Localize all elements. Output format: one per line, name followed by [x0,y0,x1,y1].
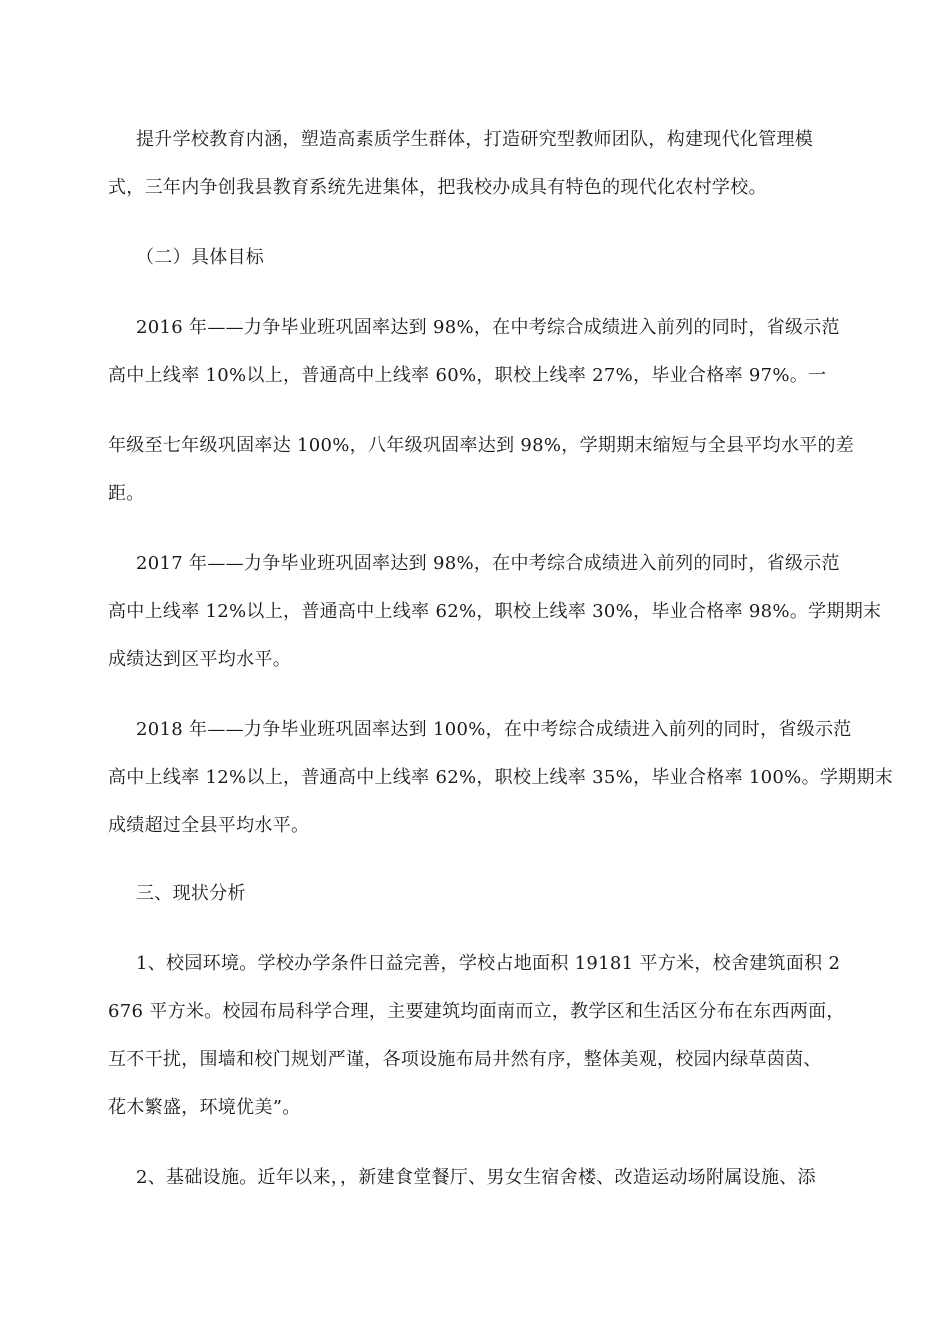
paragraph-line: 距。 [108,483,145,504]
paragraph-line: 676 平方米。校园布局科学合理，主要建筑均面南而立，教学区和生活区分布在东西两面， [108,1001,845,1022]
paragraph-line: 年级至七年级巩固率达 100%，八年级巩固率达到 98%，学期期末缩短与全县平均水平的差 [108,435,855,456]
section-heading: （二）具体目标 [136,247,265,268]
paragraph-line: 2017 年——力争毕业班巩固率达到 98%，在中考综合成绩进入前列的同时，省级示范 [136,553,840,574]
paragraph-line: 互不干扰，围墙和校门规划严谨，各项设施布局井然有序，整体美观，校园内绿草茵茵、 [108,1049,822,1070]
paragraph-line: 高中上线率 12%以上，普通高中上线率 62%，职校上线率 30%，毕业合格率 98%。学期期末 [108,601,882,622]
paragraph-line: 2018 年——力争毕业班巩固率达到 100%，在中考综合成绩进入前列的同时，省级示范 [136,719,852,740]
paragraph-line: 成绩超过全县平均水平。 [108,815,310,836]
paragraph-line: 成绩达到区平均水平。 [108,649,291,670]
paragraph-line: 1、校园环境。学校办学条件日益完善，学校占地面积 19181 平方米，校舍建筑面积 2 [136,953,841,974]
section-heading: 三、现状分析 [136,883,246,904]
paragraph-line: 2、基础设施。近年以来，，新建食堂餐厅、男女生宿舍楼、改造运动场附属设施、添 [136,1167,816,1188]
paragraph-line: 高中上线率 10%以上，普通高中上线率 60%，职校上线率 27%，毕业合格率 97%。一 [108,365,827,386]
paragraph-line: 花木繁盛，环境优美”。 [108,1097,301,1118]
paragraph-line: 2016 年——力争毕业班巩固率达到 98%，在中考综合成绩进入前列的同时，省级示范 [136,317,840,338]
paragraph-line: 式，三年内争创我县教育系统先进集体，把我校办成具有特色的现代化农村学校。 [108,177,767,198]
paragraph-line: 提升学校教育内涵，塑造高素质学生群体，打造研究型教师团队，构建现代化管理模 [136,129,814,150]
paragraph-line: 高中上线率 12%以上，普通高中上线率 62%，职校上线率 35%，毕业合格率 100%。学期期末 [108,767,894,788]
